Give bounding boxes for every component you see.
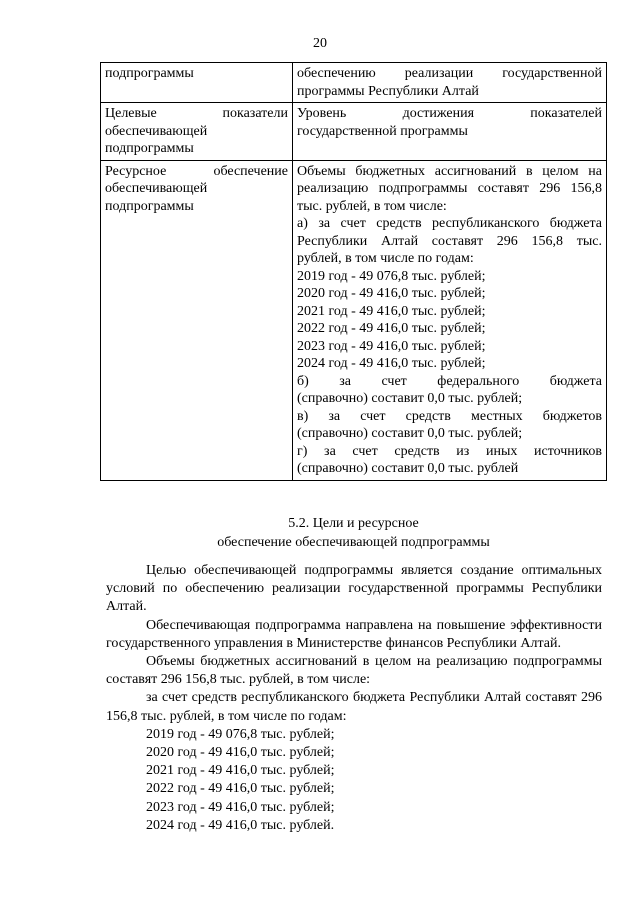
cell-line: Объемы бюджетных ассигнований в целом на — [297, 163, 602, 179]
cell-line: программы Республики Алтай — [297, 83, 479, 99]
cell-line: тыс. рублей, в том числе: — [297, 198, 447, 214]
body-paragraph: Целью обеспечивающей подпрограммы является создание оптимальных условий по обеспечению реализации государственной программы Республики Алтай. — [106, 563, 602, 615]
table-cell-value — [293, 63, 607, 103]
cell-line: (справочно) составит 0,0 тыс. рублей — [297, 461, 519, 476]
cell-line: 2019 год - 49 076,8 тыс. рублей; — [297, 268, 486, 284]
cell-line: обеспечивающей — [105, 123, 208, 139]
table-row — [101, 63, 607, 103]
cell-line: Уровень достижения показателей — [297, 106, 602, 121]
subprogram-passport-table — [100, 62, 607, 481]
cell-line: 2020 год - 49 416,0 тыс. рублей; — [297, 286, 486, 301]
cell-line: (справочно) составит 0,0 тыс. рублей; — [297, 426, 523, 441]
cell-line: б) за счет федерального бюджета — [297, 373, 602, 389]
body-paragraph: Объемы бюджетных ассигнований в целом на реализацию подпрограммы составят 296 156,8 тыс. рублей, в том числе: — [106, 654, 602, 688]
year-line: 2023 год - 49 416,0 тыс. рублей; — [146, 799, 335, 815]
year-line: 2021 год - 49 416,0 тыс. рублей; — [146, 763, 335, 779]
section-title-line-1: 5.2. Цели и ресурсное — [288, 516, 419, 531]
year-line: 2024 год - 49 416,0 тыс. рублей. — [146, 817, 335, 833]
year-line: 2022 год - 49 416,0 тыс. рублей; — [146, 781, 335, 797]
body-paragraph: Обеспечивающая подпрограмма направлена на повышение эффективности государственного управления в Министерстве финансов Республики Алтай. — [106, 617, 602, 651]
cell-line: в) за счет средств местных бюджетов — [297, 408, 602, 424]
cell-line: 2022 год - 49 416,0 тыс. рублей; — [297, 321, 486, 336]
cell-line: государственной программы — [297, 123, 468, 139]
cell-line: Целевые показатели — [105, 106, 288, 121]
page-number: 20 — [313, 36, 327, 51]
section-title-line-2: обеспечение обеспечивающей подпрограммы — [217, 535, 490, 550]
year-line: 2019 год - 49 076,8 тыс. рублей; — [146, 726, 335, 742]
cell-line: рублей, в том числе по годам: — [297, 251, 474, 266]
cell-line: 2021 год - 49 416,0 тыс. рублей; — [297, 303, 486, 319]
cell-line: Республики Алтай составят 296 156,8 тыс. — [297, 233, 602, 249]
cell-line: обеспечению реализации государственной — [297, 66, 602, 81]
cell-line: а) за счет средств республиканского бюджета — [297, 216, 602, 231]
table-cell-value — [293, 160, 607, 480]
cell-line: реализацию подпрограммы составят 296 156,8 — [297, 181, 602, 196]
cell-line: обеспечивающей — [105, 181, 208, 196]
table-cell-label — [101, 103, 293, 161]
table-cell-label — [101, 63, 293, 103]
table-cell-label — [101, 160, 293, 480]
cell-line: подпрограммы — [105, 66, 194, 81]
section-body — [106, 562, 602, 835]
cell-line: (справочно) составит 0,0 тыс. рублей; — [297, 391, 523, 406]
cell-line: 2023 год - 49 416,0 тыс. рублей; — [297, 338, 486, 354]
cell-line: 2024 год - 49 416,0 тыс. рублей; — [297, 356, 486, 371]
cell-line: г) за счет средств из иных источников — [297, 443, 602, 459]
year-line: 2020 год - 49 416,0 тыс. рублей; — [146, 745, 335, 761]
table-row — [101, 103, 607, 161]
body-paragraph: за счет средств республиканского бюджета Республики Алтай составят 296 156,8 тыс. рублей, в том числе по годам: — [106, 690, 602, 724]
cell-line: подпрограммы — [105, 141, 194, 156]
table-cell-value — [293, 103, 607, 161]
cell-line: Ресурсное обеспечение — [105, 163, 288, 179]
section-heading — [100, 514, 607, 552]
table-row — [101, 160, 607, 480]
cell-line: подпрограммы — [105, 198, 194, 214]
